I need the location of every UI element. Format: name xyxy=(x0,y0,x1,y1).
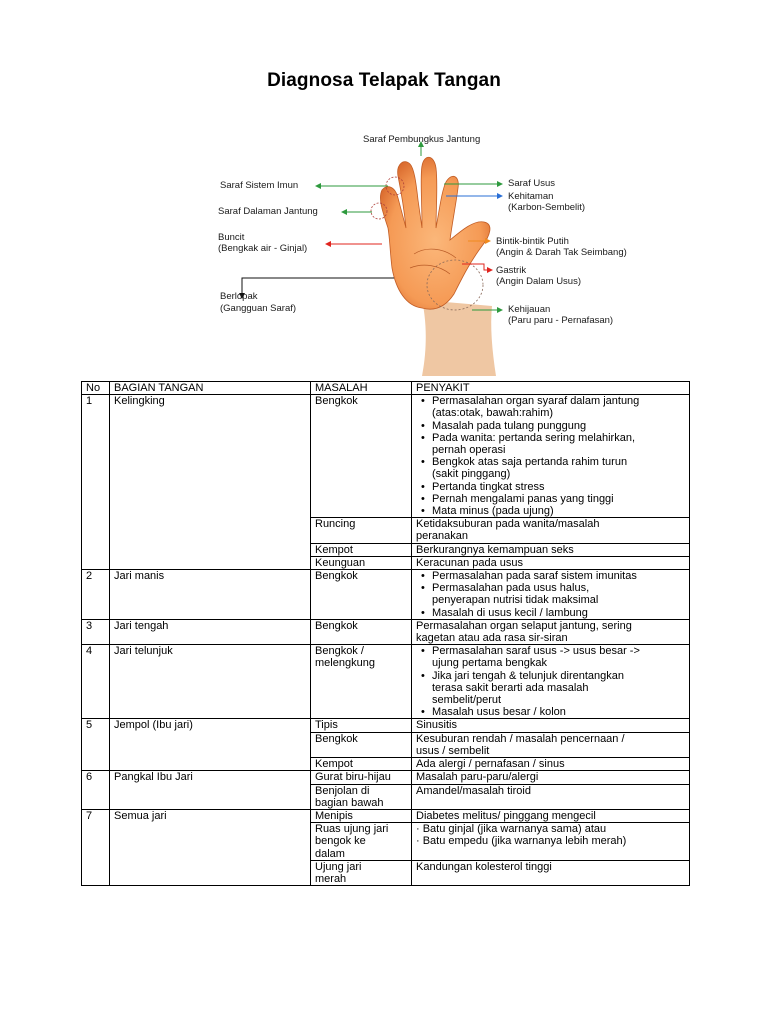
cell-lines xyxy=(416,785,685,797)
cell-lines xyxy=(315,620,407,632)
cell-line: Ada alergi / pernafasan / sinus xyxy=(416,758,565,771)
cell-line: Amandel/masalah tiroid xyxy=(416,784,531,797)
masalah-cell xyxy=(311,860,412,885)
cell-line: penyerapan nutrisi tidak maksimal xyxy=(432,594,599,607)
table-row xyxy=(82,809,690,822)
row-number: 3 xyxy=(82,619,110,644)
cell-lines xyxy=(416,719,685,731)
cell-line: Gurat biru-hijau xyxy=(315,771,391,784)
cell-line: Ruas ujung jari xyxy=(315,823,389,836)
cell-line: Diabetes melitus/ pinggang mengecil xyxy=(416,809,596,822)
cell-lines xyxy=(432,706,685,718)
cell-lines xyxy=(315,557,407,569)
label-kehitaman-desc: (Karbon-Sembelit) xyxy=(508,202,586,213)
hand-part: Jari telunjuk xyxy=(110,645,311,719)
cell-line: bengok ke xyxy=(315,835,366,848)
cell-lines xyxy=(315,645,407,669)
cell-lines xyxy=(416,733,685,757)
label-gastrik-desc: (Angin Dalam Usus) xyxy=(496,276,581,287)
row-number: 2 xyxy=(82,570,110,620)
penyakit-bullet-list xyxy=(416,645,685,718)
hand-part: Jari tengah xyxy=(110,619,311,644)
cell-line: Bengkok xyxy=(315,732,358,745)
cell-lines xyxy=(432,645,685,669)
row-number: 1 xyxy=(82,395,110,570)
table-header-row xyxy=(82,382,690,395)
cell-lines xyxy=(315,810,407,822)
row-number: 4 xyxy=(82,645,110,719)
header-no: No xyxy=(82,382,110,395)
cell-line: Bengkok xyxy=(315,395,358,408)
masalah-cell xyxy=(311,784,412,809)
hand-part: Semua jari xyxy=(110,809,311,885)
cell-lines xyxy=(315,785,407,809)
cell-line: (sakit pinggang) xyxy=(432,468,511,481)
cell-line: Berkurangnya kemampuan seks xyxy=(416,543,574,556)
table-row xyxy=(82,395,690,518)
cell-line: kagetan atau ada rasa sir-siran xyxy=(416,632,568,645)
cell-line: melengkung xyxy=(315,657,375,670)
hand-part: Pangkal Ibu Jari xyxy=(110,771,311,810)
masalah-cell xyxy=(311,732,412,757)
penyakit-cell xyxy=(412,719,690,732)
cell-line: • Permasalahan pada usus halus, xyxy=(432,582,590,595)
cell-line: • Jika jari tengah & telunjuk direntangkan xyxy=(432,669,625,682)
cell-line: Benjolan di xyxy=(315,784,370,797)
cell-lines xyxy=(416,544,685,556)
page-title: Diagnosa Telapak Tangan xyxy=(267,70,501,91)
cell-line: dalam xyxy=(315,847,345,860)
cell-line: Permasalahan organ selaput jantung, sering xyxy=(416,619,632,632)
table-row xyxy=(82,570,690,620)
hand-illustration xyxy=(371,157,496,376)
cell-lines xyxy=(432,505,685,517)
cell-line: Tipis xyxy=(315,719,338,732)
cell-lines xyxy=(416,620,685,644)
cell-lines xyxy=(432,432,685,456)
cell-lines xyxy=(432,670,685,707)
masalah-cell xyxy=(311,758,412,771)
masalah-cell xyxy=(311,556,412,569)
cell-line: bagian bawah xyxy=(315,796,384,809)
penyakit-bullet-list xyxy=(416,570,685,619)
label-berlopak-desc: (Gangguan Saraf) xyxy=(220,303,297,314)
row-number: 6 xyxy=(82,771,110,810)
penyakit-cell xyxy=(412,809,690,822)
cell-line: Masalah paru-paru/alergi xyxy=(416,771,539,784)
wrist-shape xyxy=(422,300,496,376)
palm-diagram xyxy=(200,128,680,376)
cell-line: peranakan xyxy=(416,530,468,543)
penyakit-bullet xyxy=(432,481,685,493)
penyakit-cell xyxy=(412,771,690,784)
label-bintik-desc: (Angin & Darah Tak Seimbang) xyxy=(496,247,627,258)
cell-line: Keracunan pada usus xyxy=(416,556,524,569)
penyakit-bullet-list xyxy=(416,395,685,517)
penyakit-cell xyxy=(412,395,690,518)
masalah-cell xyxy=(311,619,412,644)
penyakit-bullet xyxy=(432,607,685,619)
penyakit-cell xyxy=(412,758,690,771)
penyakit-bullet xyxy=(432,493,685,505)
header-masalah: MASALAH xyxy=(311,382,412,395)
masalah-cell xyxy=(311,771,412,784)
cell-line: • Masalah usus besar / kolon xyxy=(432,706,566,719)
cell-line: terasa sakit berarti ada masalah xyxy=(432,681,589,694)
cell-line: Sinusitis xyxy=(416,719,457,732)
cell-lines xyxy=(315,758,407,770)
cell-lines xyxy=(432,570,685,582)
palm-shape xyxy=(380,157,490,309)
cell-line: ujung pertama bengkak xyxy=(432,657,547,670)
cell-line: Ketidaksuburan pada wanita/masalah xyxy=(416,518,600,531)
cell-line: • Bengkok atas saja pertanda rahim turun xyxy=(432,456,628,469)
cell-line: · Batu empedu (jika warnanya lebih merah) xyxy=(416,835,627,848)
masalah-cell xyxy=(311,543,412,556)
cell-line: • Pada wanita: pertanda sering melahirkan, xyxy=(432,431,636,444)
cell-lines xyxy=(432,607,685,619)
cell-lines xyxy=(432,481,685,493)
cell-line: • Masalah pada tulang punggung xyxy=(432,419,587,432)
cell-line: Kempot xyxy=(315,758,353,771)
cell-lines xyxy=(416,557,685,569)
table-body xyxy=(82,395,690,886)
diagram-arrows xyxy=(242,142,502,310)
penyakit-cell xyxy=(412,645,690,719)
hand-part: Jempol (Ibu jari) xyxy=(110,719,311,771)
masalah-cell xyxy=(311,518,412,543)
penyakit-cell xyxy=(412,518,690,543)
cell-line: Kempot xyxy=(315,543,353,556)
label-saraf-usus: Saraf Usus xyxy=(508,178,555,189)
label-kehitaman: Kehitaman xyxy=(508,191,554,202)
table-row xyxy=(82,645,690,719)
masalah-cell xyxy=(311,645,412,719)
penyakit-cell xyxy=(412,860,690,885)
masalah-cell xyxy=(311,395,412,518)
cell-line: merah xyxy=(315,872,347,885)
cell-lines xyxy=(432,582,685,606)
label-kehijauan: Kehijauan xyxy=(508,304,551,315)
cell-lines xyxy=(315,861,407,885)
cell-line: • Pernah mengalami panas yang tinggi xyxy=(432,492,614,505)
cell-line: • Mata minus (pada ujung) xyxy=(432,505,554,518)
table-row xyxy=(82,719,690,732)
hand-part: Kelingking xyxy=(110,395,311,570)
penyakit-cell xyxy=(412,823,690,861)
cell-lines xyxy=(416,823,685,847)
cell-lines xyxy=(315,395,407,407)
masalah-cell xyxy=(311,719,412,732)
penyakit-cell xyxy=(412,570,690,620)
cell-line: pernah operasi xyxy=(432,444,506,457)
label-gastrik: Gastrik xyxy=(496,265,527,276)
header-penyakit: PENYAKIT xyxy=(412,382,690,395)
cell-line: Runcing xyxy=(315,518,356,531)
cell-lines xyxy=(315,570,407,582)
penyakit-cell xyxy=(412,784,690,809)
cell-lines xyxy=(416,518,685,542)
label-berlopak: Berlopak xyxy=(220,291,258,302)
cell-lines xyxy=(315,771,407,783)
cell-lines xyxy=(416,861,685,873)
masalah-cell xyxy=(311,809,412,822)
penyakit-bullet xyxy=(432,706,685,718)
cell-lines xyxy=(416,810,685,822)
cell-lines xyxy=(416,758,685,770)
table-row xyxy=(82,619,690,644)
hand-part: Jari manis xyxy=(110,570,311,620)
cell-line: Keunguan xyxy=(315,556,366,569)
cell-line: Kandungan kolesterol tinggi xyxy=(416,860,552,873)
penyakit-bullet xyxy=(432,582,685,606)
cell-lines xyxy=(432,395,685,419)
cell-line: Kesuburan rendah / masalah pencernaan / xyxy=(416,732,625,745)
penyakit-cell xyxy=(412,543,690,556)
label-bintik: Bintik-bintik Putih xyxy=(496,236,569,247)
penyakit-bullet xyxy=(432,395,685,419)
masalah-cell xyxy=(311,570,412,620)
penyakit-bullet xyxy=(432,456,685,480)
cell-lines xyxy=(315,823,407,860)
penyakit-bullet xyxy=(432,570,685,582)
cell-lines xyxy=(432,420,685,432)
penyakit-bullet xyxy=(432,670,685,707)
cell-lines xyxy=(315,518,407,530)
cell-line: Bengkok xyxy=(315,570,358,583)
row-number: 5 xyxy=(82,719,110,771)
cell-lines xyxy=(432,456,685,480)
cell-line: Bengkok / xyxy=(315,645,364,658)
label-pembungkus-jantung: Saraf Pembungkus Jantung xyxy=(363,134,481,145)
cell-line: usus / sembelit xyxy=(416,744,490,757)
penyakit-bullet xyxy=(432,420,685,432)
header-bagian: BAGIAN TANGAN xyxy=(110,382,311,395)
cell-lines xyxy=(315,719,407,731)
penyakit-cell xyxy=(412,619,690,644)
penyakit-bullet xyxy=(432,432,685,456)
penyakit-cell xyxy=(412,556,690,569)
cell-line: • Permasalahan saraf usus -> usus besar -> xyxy=(432,645,640,658)
row-number: 7 xyxy=(82,809,110,885)
cell-line: (atas:otak, bawah:rahim) xyxy=(432,407,554,420)
cell-line: • Permasalahan organ syaraf dalam jantung xyxy=(432,395,640,408)
penyakit-bullet xyxy=(432,645,685,669)
label-kehijauan-desc: (Paru paru - Pernafasan) xyxy=(508,315,614,326)
cell-line: Bengkok xyxy=(315,619,358,632)
cell-line: Ujung jari xyxy=(315,860,362,873)
label-buncit: Buncit xyxy=(218,232,245,243)
cell-line: • Masalah di usus kecil / lambung xyxy=(432,606,588,619)
cell-lines xyxy=(432,493,685,505)
cell-line: · Batu ginjal (jika warnanya sama) atau xyxy=(416,823,607,836)
cell-lines xyxy=(416,771,685,783)
label-buncit-desc: (Bengkak air - Ginjal) xyxy=(218,243,308,254)
cell-line: • Permasalahan pada saraf sistem imunitas xyxy=(432,570,637,583)
cell-line: Menipis xyxy=(315,809,353,822)
penyakit-cell xyxy=(412,732,690,757)
masalah-cell xyxy=(311,823,412,861)
label-dalaman-jantung: Saraf Dalaman Jantung xyxy=(218,206,318,217)
cell-line: • Pertanda tingkat stress xyxy=(432,480,545,493)
penyakit-bullet xyxy=(432,505,685,517)
cell-lines xyxy=(315,544,407,556)
table-row xyxy=(82,771,690,784)
cell-lines xyxy=(315,733,407,745)
diagnosis-table xyxy=(81,381,690,886)
label-sistem-imun: Saraf Sistem Imun xyxy=(220,180,299,191)
cell-line: sembelit/perut xyxy=(432,694,502,707)
